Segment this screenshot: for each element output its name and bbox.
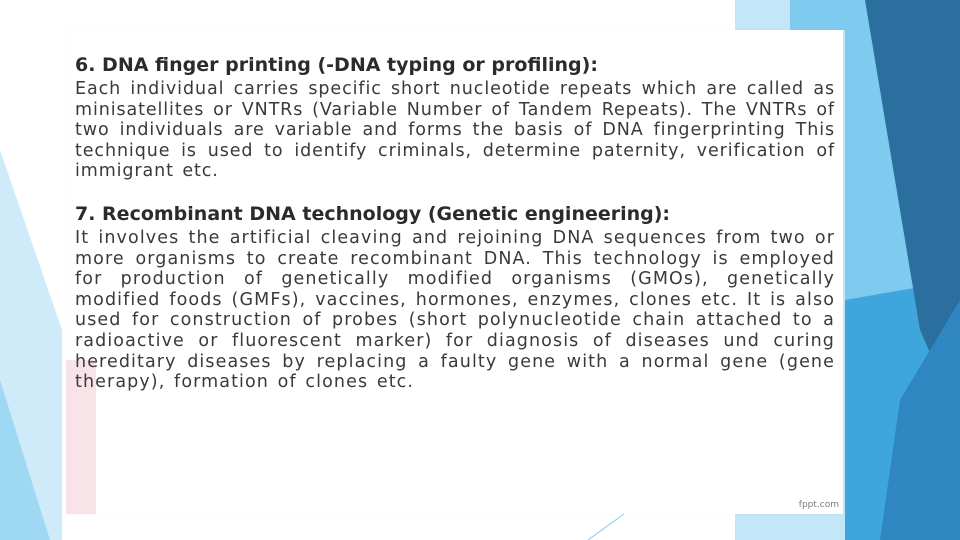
section-7-body: It involves the artificial cleaving and rejoining DNA sequences from two or more organisms to create recombinant DNA. This technology is employed for production of genetically modified organisms (GMOs), genetically modified foods (GMFs), vaccines, hormones, enzymes, clones etc. It is also used for construction of probes (short polynucleotide chain attached to a radioactive or fluorescent marker) for diagnosis of diseases und curing hereditary diseases by replacing a faulty gene with a normal gene (gene therapy), formation of clones etc. [75,227,835,393]
section-7-heading: 7. Recombinant DNA technology (Genetic engineering): [75,202,671,225]
content-card [66,30,843,514]
text-content [75,53,835,393]
section-6-heading: 6. DNA finger printing (-DNA typing or profiling): [75,54,598,76]
section-gap [75,182,835,202]
section-6-body: Each individual carries specific short nucleotide repeats which are called as minisatellites or VNTRs (Variable Number of Tandem Repeats). The VNTRs of two individuals are variable and forms the basis of DNA fingerprinting This technique is used to identify criminals, determine paternity, verification of immigrant etc. [75,79,835,182]
bottom-decorative-line [588,510,628,540]
watermark: fppt.com [798,500,839,510]
